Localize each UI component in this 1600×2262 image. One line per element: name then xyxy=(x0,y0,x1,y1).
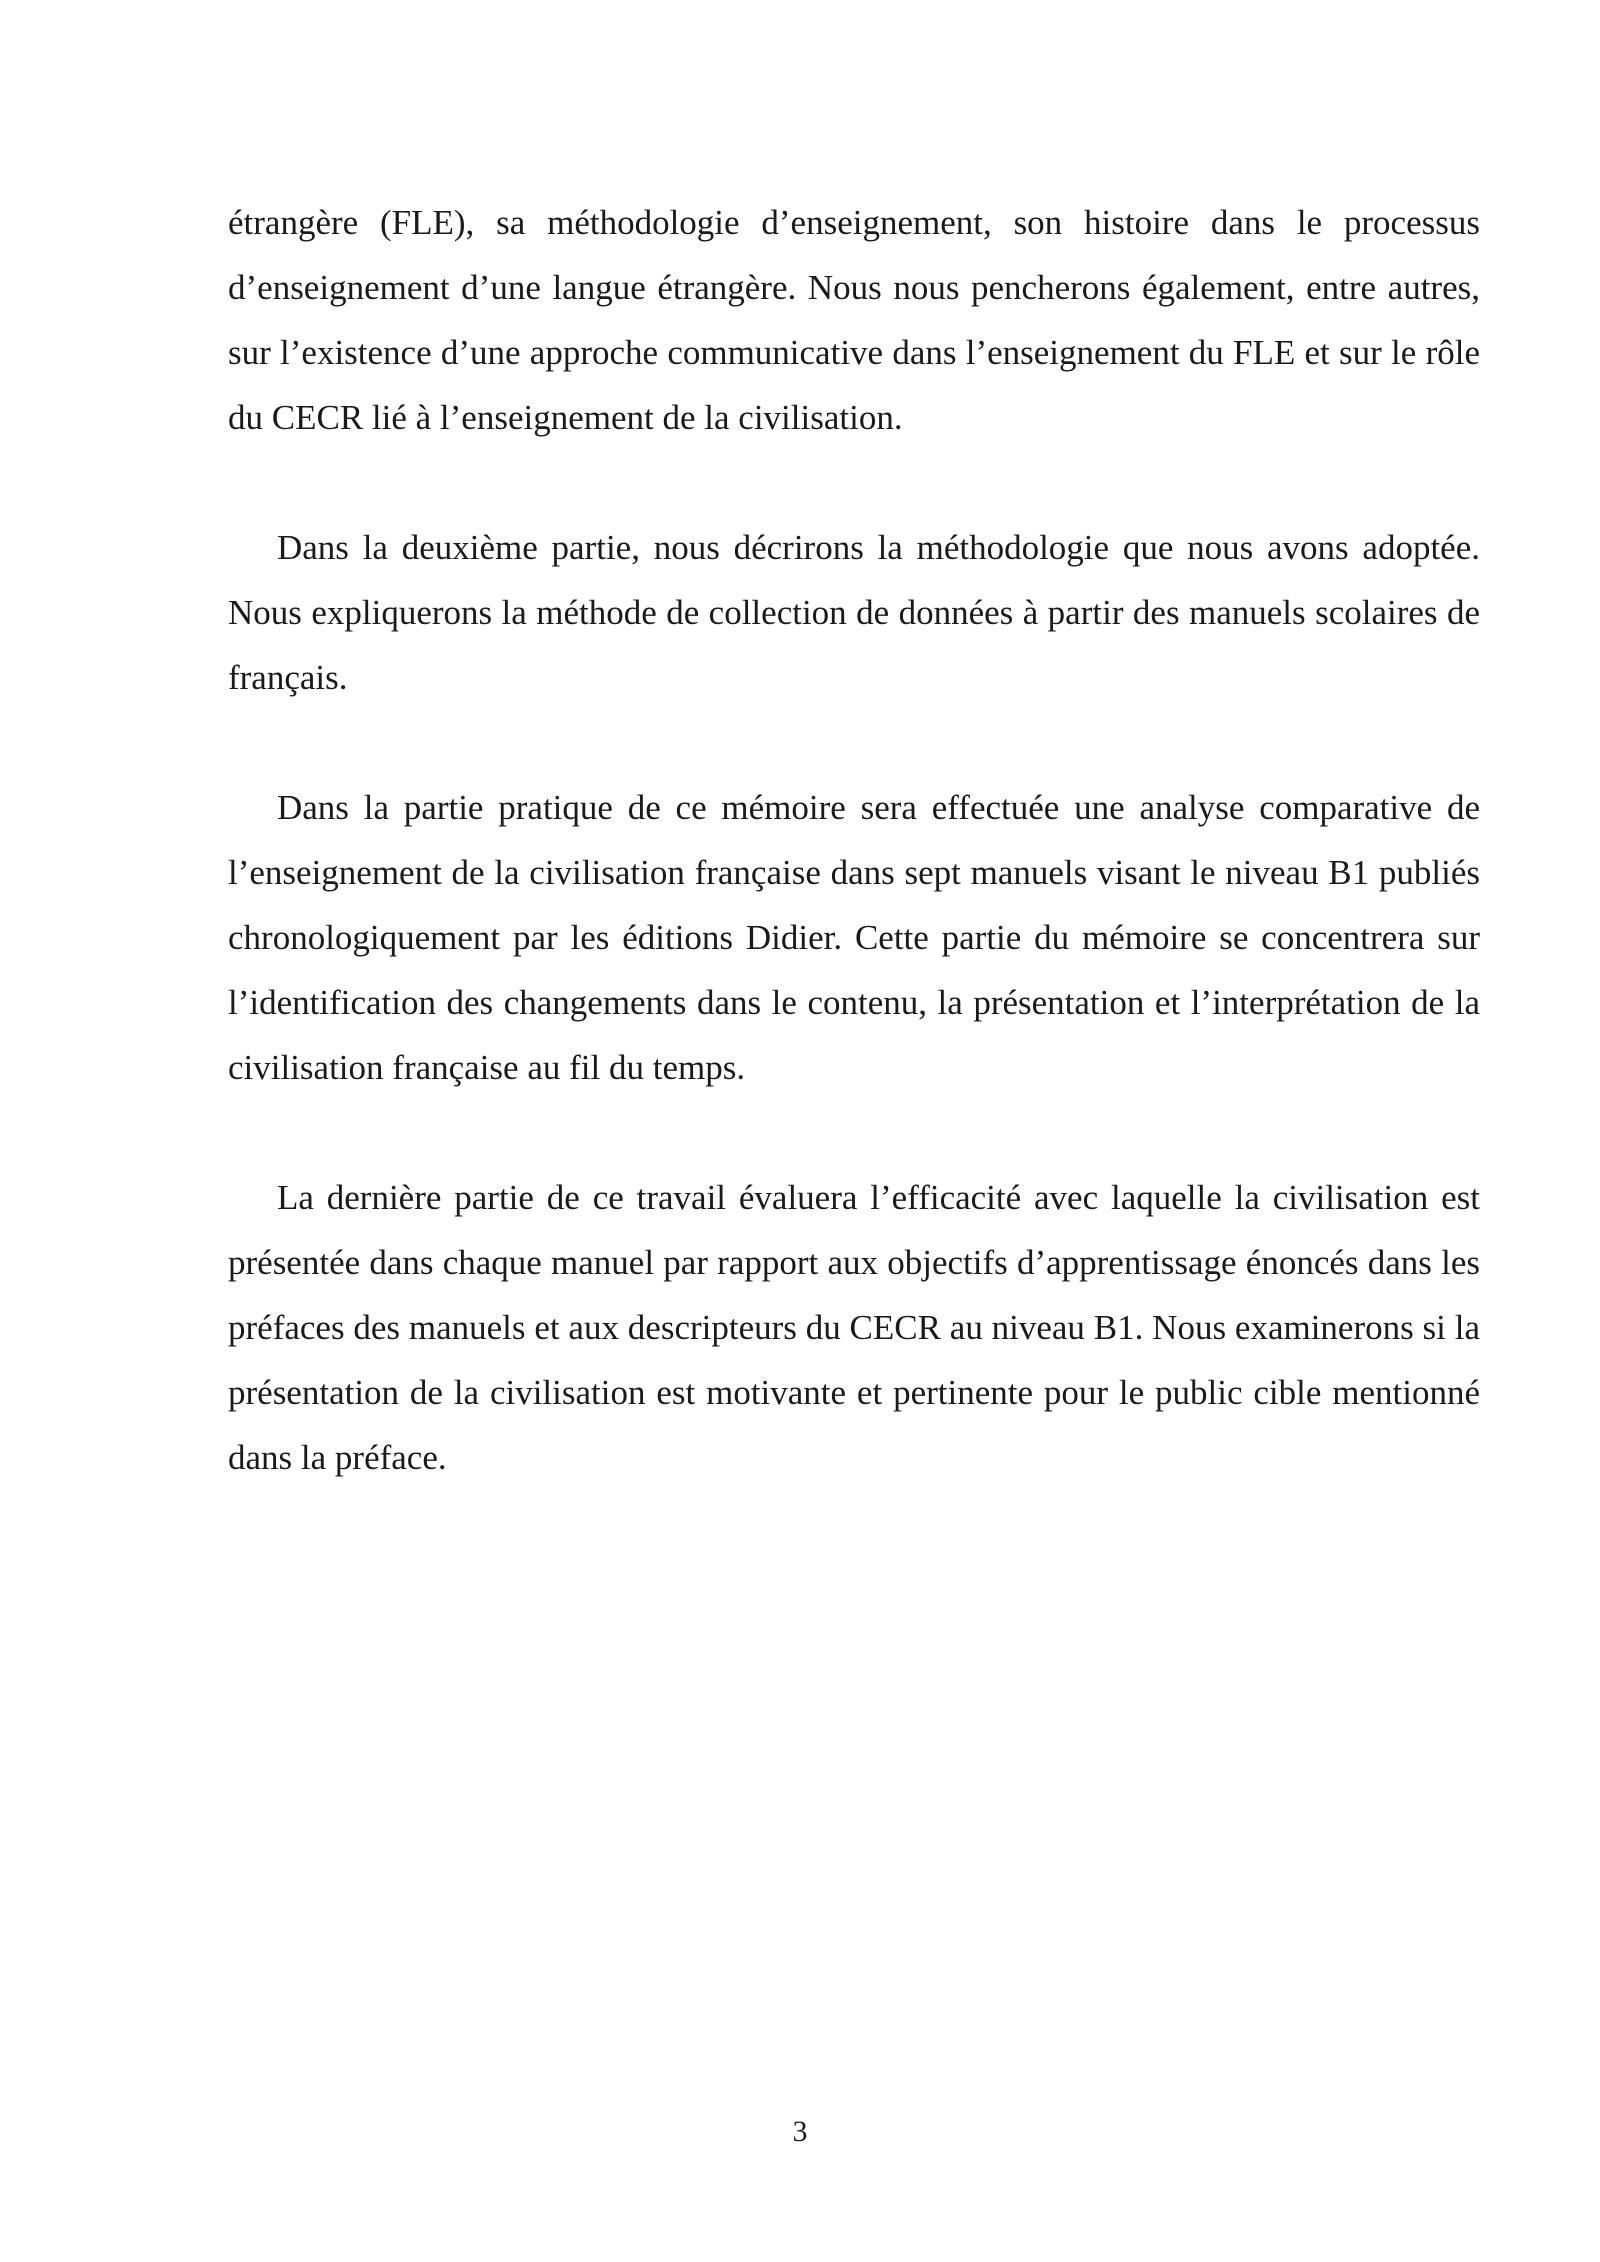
paragraph-continuation: étrangère (FLE), sa méthodologie d’enseignement, son histoire dans le processus d’enseignement d’une langue étrangère. Nous nous pencherons également, entre autres, sur l’existence d’une approche communicative dans l’enseignement du FLE et sur le rôle du CECR lié à l’enseignement de la civilisation. xyxy=(228,203,1480,437)
body-text xyxy=(228,190,1480,1490)
paragraph-practical-part: Dans la partie pratique de ce mémoire sera effectuée une analyse comparative de l’enseignement de la civilisation française dans sept manuels visant le niveau B1 publiés chronologiquement par les éditions Didier. Cette partie du mémoire se concentrera sur l’identification des changements dans le contenu, la présentation et l’interprétation de la civilisation française au fil du temps. xyxy=(228,788,1480,1087)
paragraph-last-part: La dernière partie de ce travail évaluera l’efficacité avec laquelle la civilisation est présentée dans chaque manuel par rapport aux objectifs d’apprentissage énoncés dans les préfaces des manuels et aux descripteurs du CECR au niveau B1. Nous examinerons si la présentation de la civilisation est motivante et pertinente pour le public cible mentionné dans la préface. xyxy=(228,1178,1480,1477)
page-number: 3 xyxy=(792,2115,808,2148)
paragraph-second-part: Dans la deuxième partie, nous décrirons la méthodologie que nous avons adoptée. Nous expliquerons la méthode de collection de données à partir des manuels scolaires de français. xyxy=(228,528,1480,697)
